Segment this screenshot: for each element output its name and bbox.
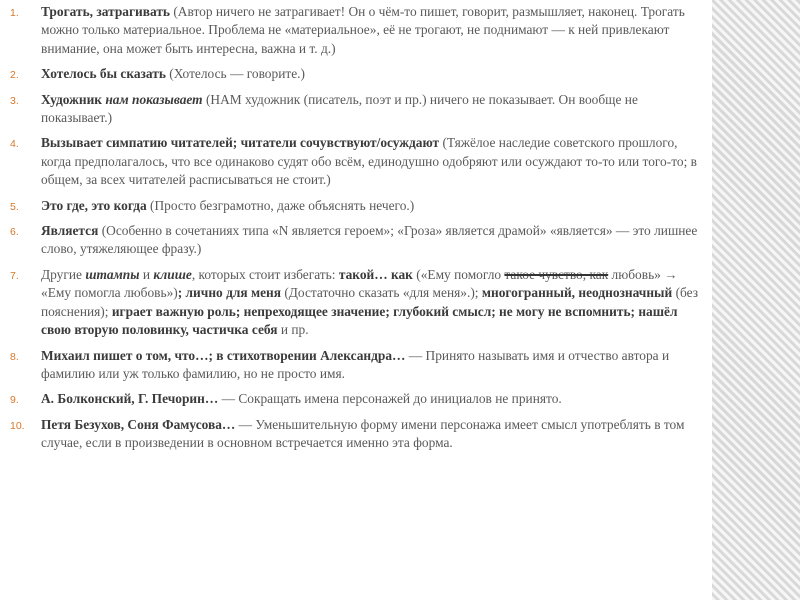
strikethrough-text: такое чувство, как xyxy=(504,266,609,282)
item-term-italic: штампы xyxy=(85,266,140,282)
item-text: и пр. xyxy=(277,322,309,338)
item-term: такой… как xyxy=(338,266,413,282)
item-term: Михаил пишет о том, что…; в стихотворении Александра… xyxy=(41,347,406,363)
item-number: 7. xyxy=(10,269,19,282)
item-text: , которых стоит избегать: xyxy=(191,266,339,282)
cliche-list xyxy=(10,3,708,460)
item-number: 9. xyxy=(10,394,19,407)
item-number: 2. xyxy=(10,69,19,82)
item-term: Является xyxy=(41,223,99,239)
item-text: Другие xyxy=(41,266,86,282)
item-number: 10. xyxy=(10,419,25,432)
item-term-italic: клише xyxy=(153,266,192,282)
item-explanation: (Тяжёлое наследие советского прошлого, когда предполагалось, что все одинаково судят обо всём, единодушно одобряют или осуждают то-то или того-то; в общем, за всех читателей расписываться не стоит.) xyxy=(41,135,697,188)
item-term: многогранный, неоднозначный xyxy=(481,285,673,301)
list-item xyxy=(10,266,708,340)
item-term: играет важную роль; непреходящее значение; глубокий смысл; не могу не вспомнить; нашёл свою вторую половинку, частичка себя xyxy=(41,303,678,338)
item-number: 5. xyxy=(10,200,19,213)
item-explanation: — Принято называть имя и отчество автора и фамилию или уж только фамилию, но не просто имя. xyxy=(41,347,670,381)
item-explanation: (Просто безграмотно, даже объяснять нечего.) xyxy=(146,197,415,213)
item-explanation: (Хотелось — говорите.) xyxy=(165,66,305,82)
item-term-italic: нам показывает xyxy=(105,91,203,107)
item-term: Художник xyxy=(41,91,106,107)
item-number: 6. xyxy=(10,226,19,239)
decorative-stripe-panel xyxy=(712,0,800,600)
item-term: Петя Безухов, Соня Фамусова… xyxy=(41,416,236,432)
list-item xyxy=(10,390,708,408)
item-term: Это где, это когда xyxy=(41,197,147,213)
item-explanation: («Ему помогло xyxy=(412,266,505,282)
item-explanation: (Достаточно сказать «для меня».); xyxy=(280,285,482,301)
item-number: 8. xyxy=(10,350,19,363)
item-term: ; лично для меня xyxy=(177,285,281,301)
item-term: Вызывает симпатию читателей; читатели сочувствуют/осуждают xyxy=(41,135,440,151)
item-explanation: — Сокращать имена персонажей до инициалов не принято. xyxy=(218,391,562,407)
item-number: 4. xyxy=(10,138,19,151)
item-term: А. Болконский, Г. Печорин… xyxy=(41,391,219,407)
list-item xyxy=(10,197,708,215)
list-item xyxy=(10,347,708,384)
item-explanation: (Автор ничего не затрагивает! Он о чём-то пишет, говорит, размышляет, наконец. Трогать можно только материальное. Проблема не «материальное», её не трогают, не поднимают — к ней привлекают внимание, она может быть интересна, важна и т. д.) xyxy=(41,4,685,56)
list-item xyxy=(10,134,708,189)
list-item xyxy=(10,416,708,453)
item-text: и xyxy=(139,266,154,282)
item-number: 3. xyxy=(10,94,19,107)
item-term: Хотелось бы сказать xyxy=(41,66,166,82)
item-explanation: любовь» → «Ему помогла любовь») xyxy=(41,266,678,301)
list-item xyxy=(10,222,708,259)
list-item xyxy=(10,65,708,83)
item-explanation: (Особенно в сочетаниях типа «N является героем»; «Гроза» является драмой» «является» — это лишнее слово, утяжеляющее фразу.) xyxy=(41,223,698,257)
item-explanation: — Уменьшительную форму имени персонажа имеет смысл употреблять в том случае, если в произведении в основном встречается именно эта форма. xyxy=(41,416,685,451)
list-item xyxy=(10,3,708,58)
item-term: Трогать, затрагивать xyxy=(41,4,170,19)
item-number: 1. xyxy=(10,7,19,19)
list-item xyxy=(10,91,708,128)
item-explanation: (без пояснения); xyxy=(41,285,699,319)
item-explanation: (НАМ художник (писатель, поэт и пр.) ничего не показывает. Он вообще не показывает.) xyxy=(41,91,638,126)
